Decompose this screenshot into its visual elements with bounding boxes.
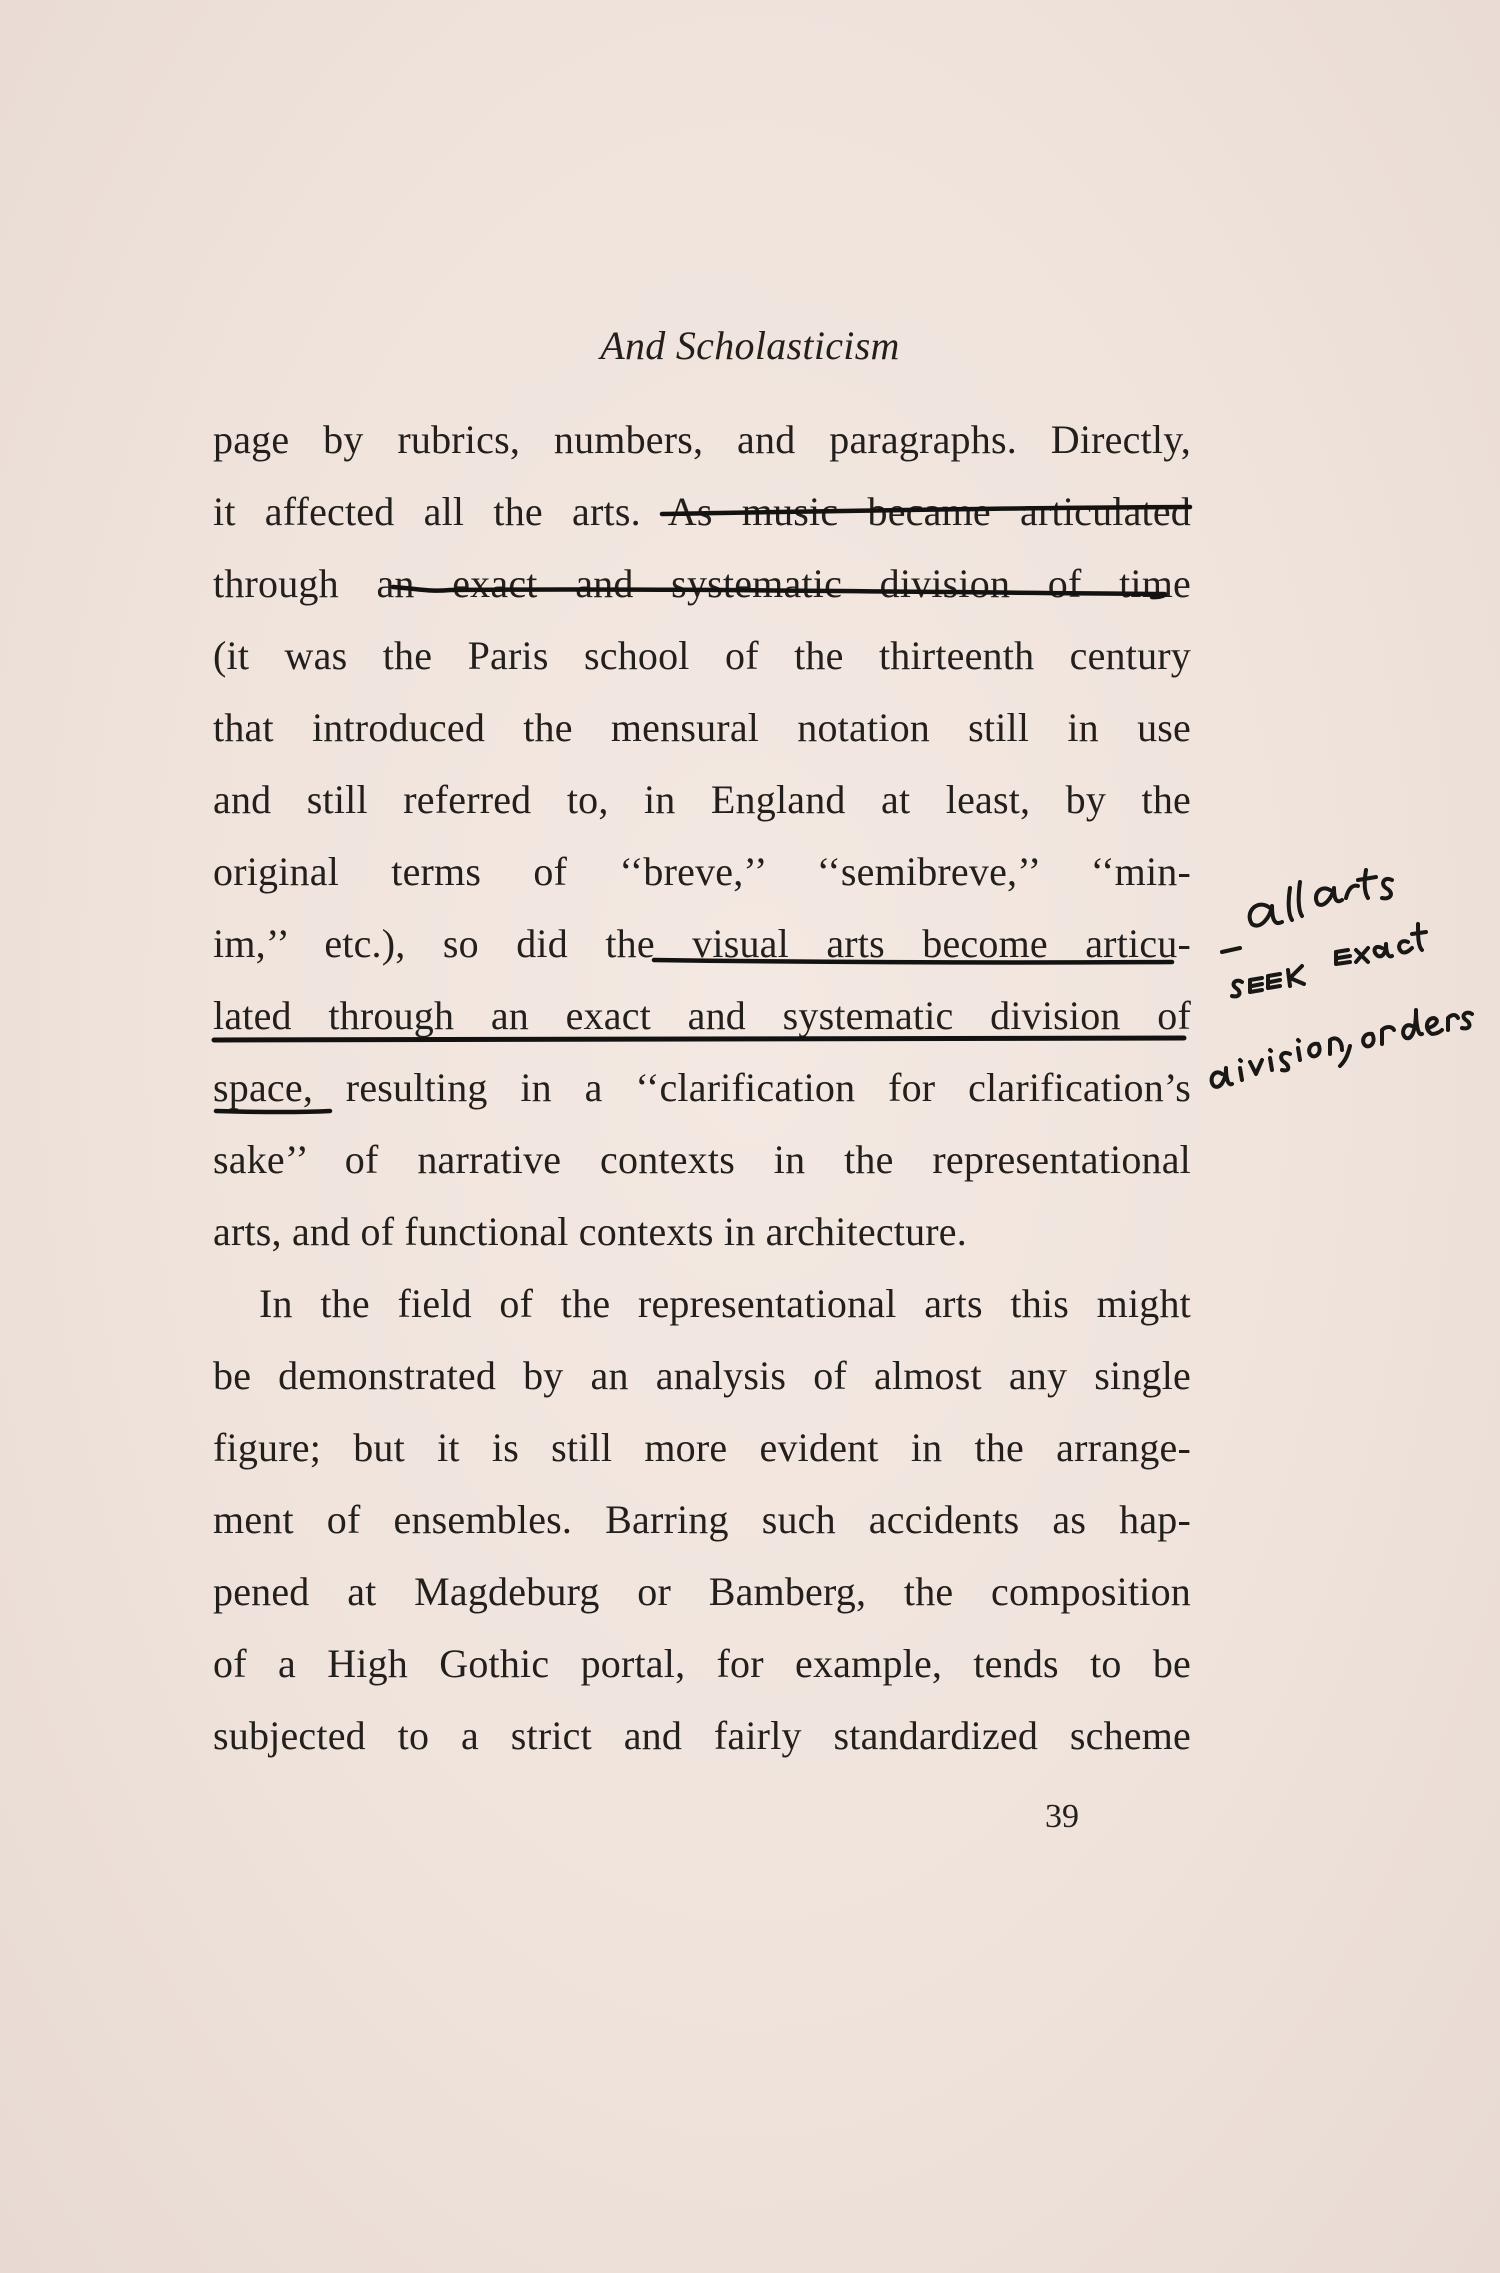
text-line: im,’’ etc.), so did the visual arts become articu-: [213, 921, 1191, 966]
text-line: In the field of the representational arts this might: [259, 1281, 1191, 1326]
running-head: And Scholasticism: [600, 323, 900, 368]
text-line: original terms of ‘‘breve,’’ ‘‘semibreve,’’ ‘‘min-: [213, 849, 1191, 894]
text-line: pened at Magdeburg or Bamberg, the composition: [213, 1569, 1191, 1614]
text-line: space, resulting in a ‘‘clarification for clarification’s: [213, 1065, 1191, 1110]
text-line: sake’’ of narrative contexts in the representational: [213, 1137, 1191, 1182]
text-line: arts, and of functional contexts in architecture.: [213, 1209, 967, 1254]
text-line: and still referred to, in England at least, by the: [213, 777, 1191, 822]
text-line: it affected all the arts. As music became articulated: [213, 489, 1191, 534]
text-line: subjected to a strict and fairly standardized scheme: [213, 1713, 1191, 1758]
text-line: (it was the Paris school of the thirteenth century: [213, 633, 1191, 678]
page-number: 39: [1045, 1798, 1079, 1835]
text-line: figure; but it is still more evident in the arrange-: [213, 1425, 1191, 1470]
text-line: be demonstrated by an analysis of almost any single: [213, 1353, 1191, 1398]
text-line: lated through an exact and systematic division of: [213, 993, 1191, 1038]
text-line: of a High Gothic portal, for example, tends to be: [213, 1641, 1191, 1686]
text-line: through an exact and systematic division of time: [213, 561, 1191, 606]
text-line: page by rubrics, numbers, and paragraphs. Directly,: [213, 417, 1191, 462]
text-line: that introduced the mensural notation still in use: [213, 705, 1191, 750]
text-line: ment of ensembles. Barring such accidents as hap-: [213, 1497, 1191, 1542]
